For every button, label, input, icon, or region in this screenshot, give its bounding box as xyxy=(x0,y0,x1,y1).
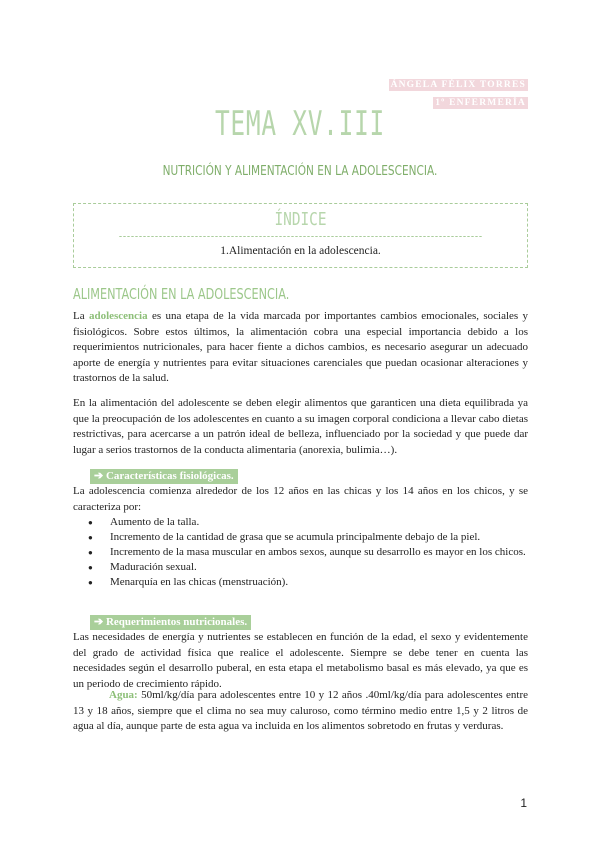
intro-text: es una etapa de la vida marcada por importantes cambios emocionales, sociales y fisiológicos. Sobre estos últimos, la alimentación cobra una especial importancia debido a los requerimientos nutricionales, para hacer fiente a dichos cambios, es necesario asegurar un adecuado aporte de energía y nutrientes para evitar situaciones carenciales que puedan ocasionar alteraciones y trastornos de la salud. xyxy=(73,310,529,384)
intro-highlight: adolescencia xyxy=(88,310,148,322)
page-subtitle: NUTRICIÓN Y ALIMENTACIÓN EN LA ADOLESCENCIA. xyxy=(162,163,438,179)
intro-paragraph xyxy=(73,309,528,387)
list-item: ● Maduración sexual. xyxy=(110,560,565,575)
page-number: 1 xyxy=(520,796,527,810)
section-heading: ALIMENTACIÓN EN LA ADOLESCENCIA. xyxy=(73,285,290,303)
list-item: ● Incremento de la masa muscular en ambos sexos, aunque su desarrollo es mayor en los chicos. xyxy=(110,545,565,560)
characteristics-list xyxy=(73,515,565,590)
intro-lead: La xyxy=(73,310,85,322)
tag-physiological: ➔ Características fisiológicas. xyxy=(90,469,238,484)
index-box xyxy=(73,203,528,268)
tag-nutritional: ➔ Requerimientos nutricionales. xyxy=(90,615,251,630)
water-paragraph xyxy=(73,688,528,735)
water-text: 50ml/kg/día para adolescentes entre 10 y 12 años .40ml/kg/día para adolescentes entre 13 y 18 años, siempre que el clima no sea muy caluroso, como término medio entre 1,5 y 2 litros de agua al día, aunque parte de esta agua va incluida en los alimentos sobretodo en frutas y verduras. xyxy=(73,689,529,732)
author-course: 1º ENFERMERÍA xyxy=(435,98,526,108)
diet-paragraph: En la alimentación del adolescente se deben elegir alimentos que garanticen una dieta equilibrada ya que la preocupación de los adolescentes en cuanto a su imagen corporal condiciona a llevar cabo dietas restrictivas, para acercarse a un patrón ideal de belleza, influenciado por la sociedad y que puede dar lugar a serios trastornos de la conducta alimentaria (anorexia, bulimia…). xyxy=(73,397,528,456)
water-label: Agua: xyxy=(109,689,138,701)
author-name: ÁNGELA FÉLIX TORRES xyxy=(390,80,526,90)
list-item: ● Menarquía en las chicas (menstruación). xyxy=(110,575,565,590)
page-title: TEMA XV.III xyxy=(214,104,386,144)
index-item[interactable]: 1.Alimentación en la adolescencia. xyxy=(220,245,381,257)
requirements-paragraph: Las necesidades de energía y nutrientes se establecen en función de la edad, el sexo y evidentemente del grado de actividad física que realice el adolescente. Siempre se debe tener en cuenta las necesidades según el desarrollo puberal, en esta etapa el metabolismo basal es más elevado, ya que es un periodo de crecimiento rápido. xyxy=(73,631,528,690)
physiological-paragraph: La adolescencia comienza alrededor de los 12 años en las chicas y los 14 años en los chicos, y se caracteriza por: xyxy=(73,485,528,513)
list-item: ● Incremento de la cantidad de grasa que se acumula principalmente debajo de la piel. xyxy=(110,530,565,545)
list-item: ● Aumento de la talla. xyxy=(110,515,565,530)
index-title: ÍNDICE xyxy=(119,204,481,237)
